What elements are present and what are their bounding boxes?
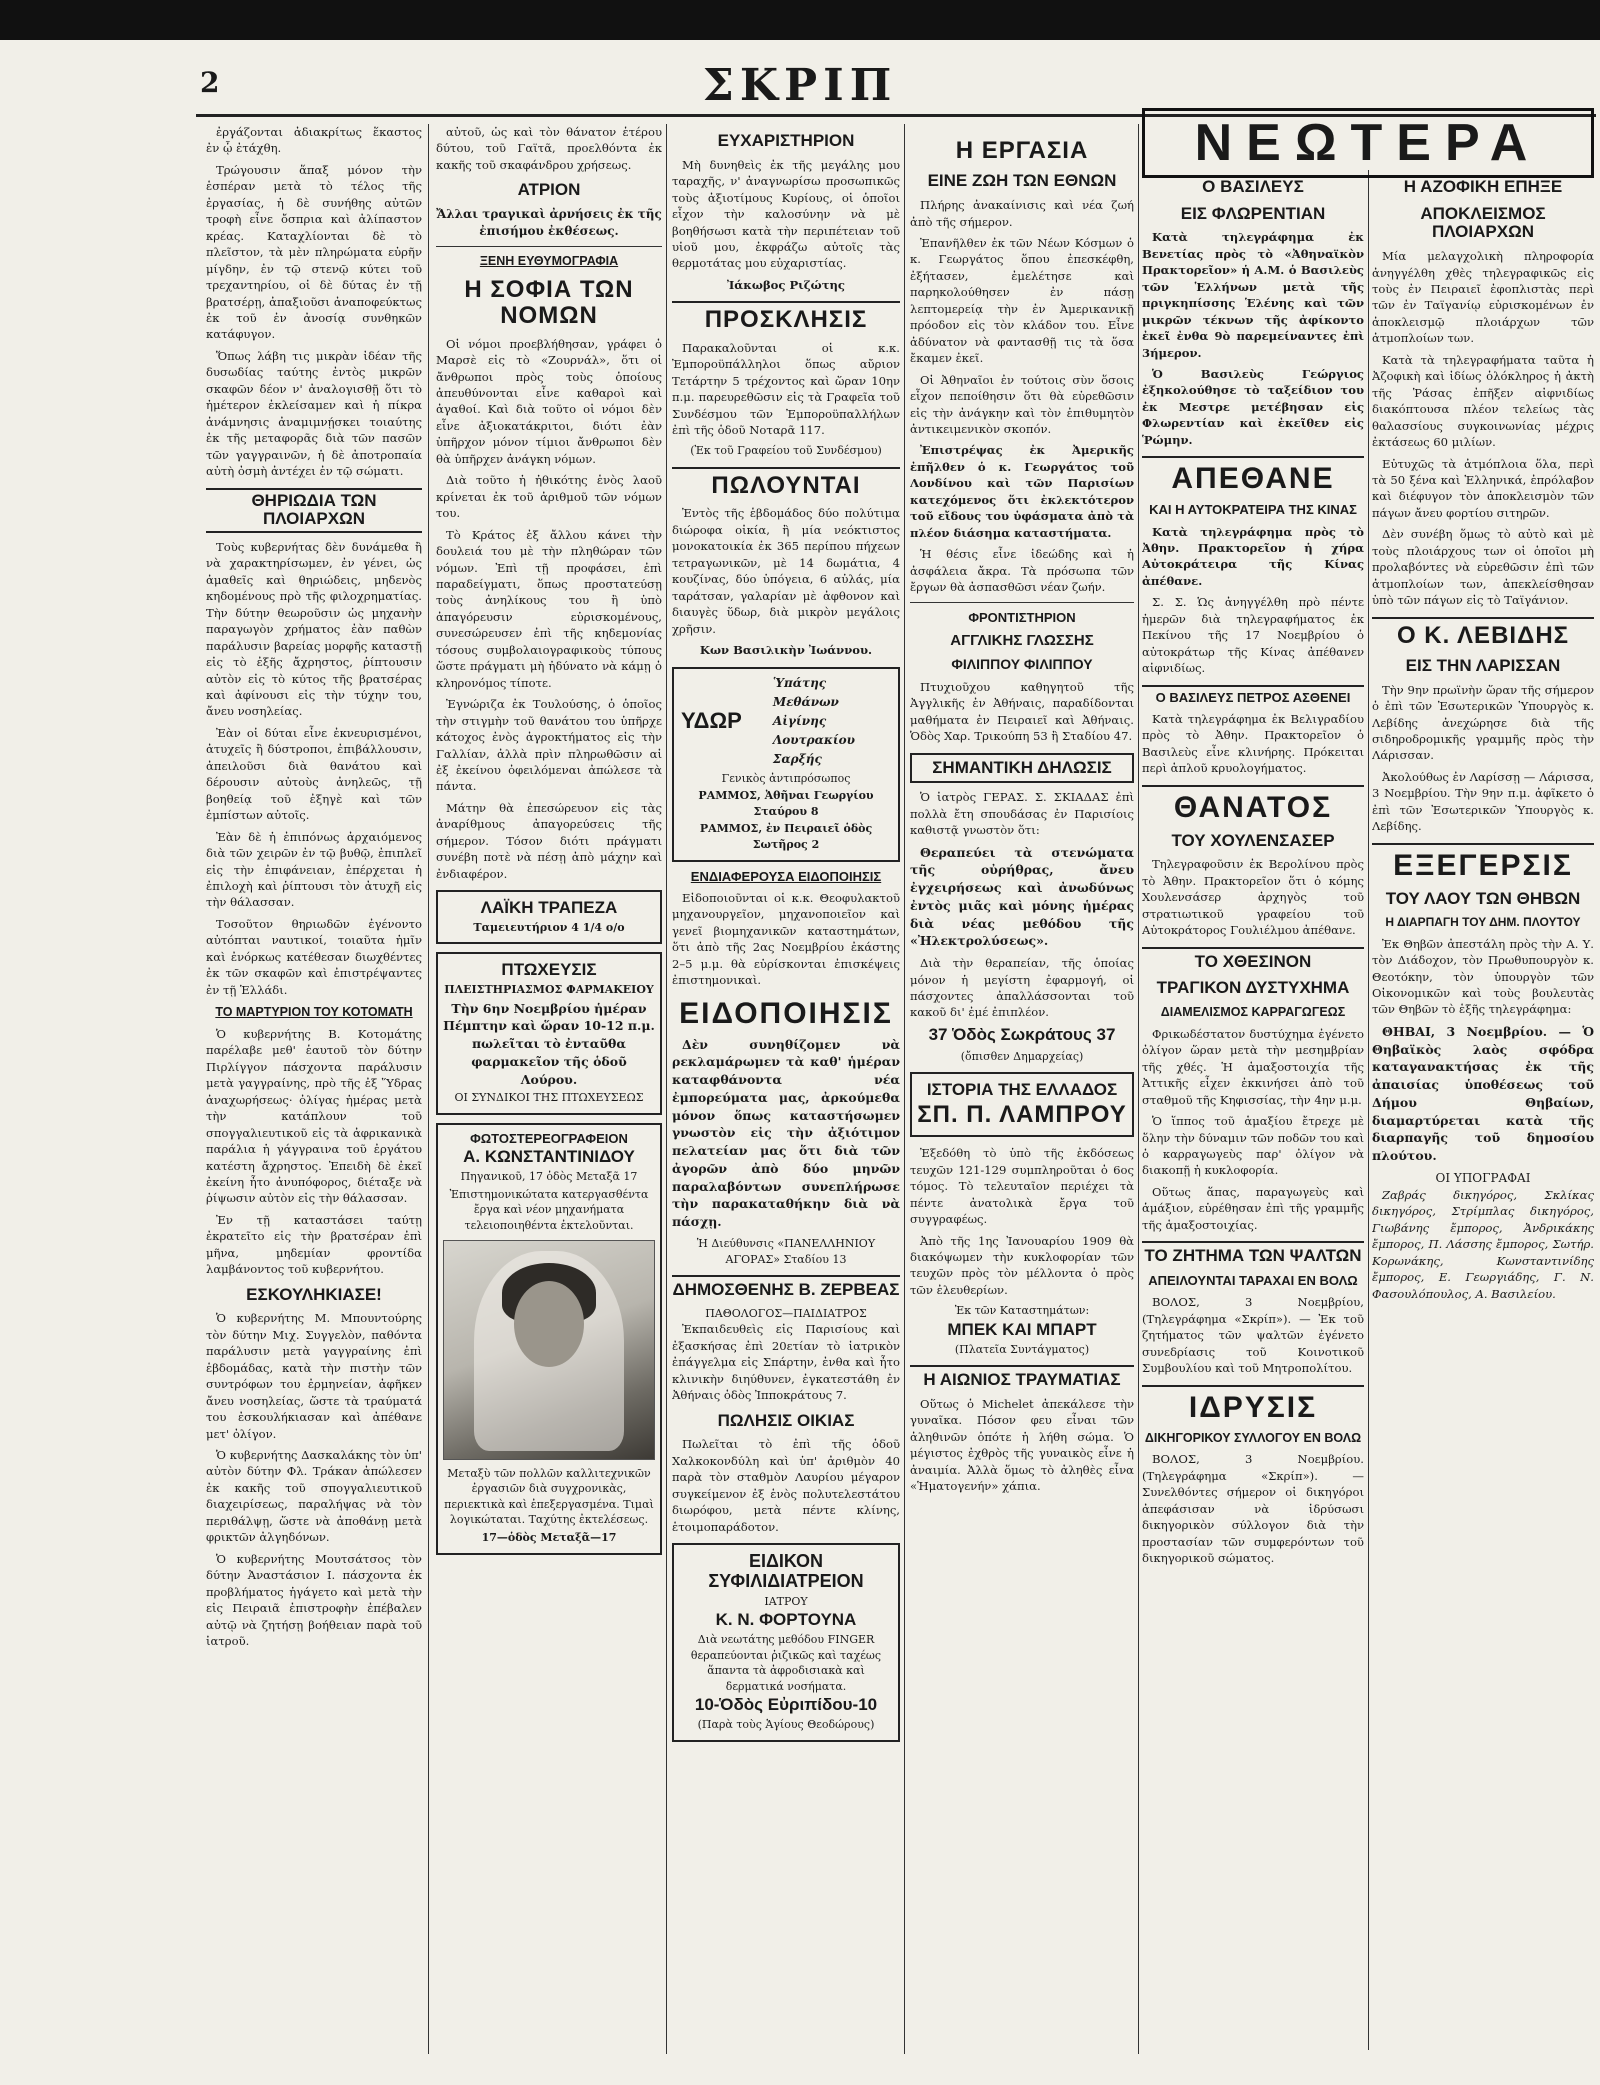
section-subheading: ΦΙΛΙΠΠΟΥ ΦΙΛΙΠΠΟΥ bbox=[951, 656, 1093, 673]
ad-bank bbox=[436, 890, 662, 944]
article-paragraph: Διὰ τοῦτο ἡ ἠθικότης ἑνὸς λαοῦ κρίνεται ἐκ τοῦ ἀριθμοῦ τῶν νόμων του. bbox=[436, 473, 662, 521]
news-banner-title: ΝΕΩΤΕΡΑ bbox=[1142, 108, 1594, 178]
article-paragraph: Μὴ δυνηθεὶς ἐκ τῆς μεγάλης μου ταραχῆς, ν' ἀναγνωρίσω προσωπικῶς τοὺς ἀξιοτίμους Κυρίους, οἱ ὁποῖοι εἶχον τὴν καλοσύνην νὰ μὲ βοηθήσωσι κατὰ τὴν περιπέτειαν τοῦ υἱοῦ μου, ἐκφράζω αὐτοῖς τὰς θερμοτάτας μου εὐχαριστίας. bbox=[672, 157, 900, 271]
article-paragraph: Ἐγνώριζα ἐκ Τουλούσης, ὁ ὁποῖος τὴν στιγμὴν τοῦ θανάτου του ὑπῆρχε κάτοχος ἐνὸς ἀγροκτήματος εἰς τὴν Γαλλίαν, ἀλλὰ πρὶν πληρωθῶσιν αἱ ἐξ ἐκείνου ὀφειλόμεναι ἀπώλεσε τὰ πάντα. bbox=[436, 697, 662, 794]
portrait-photo bbox=[443, 1240, 655, 1460]
signature: (Ἐκ τοῦ Γραφείου τοῦ Συνδέσμου) bbox=[690, 444, 882, 458]
section-heading: ΣΗΜΑΝΤΙΚΗ ΔΗΛΩΣΙΣ bbox=[910, 753, 1134, 784]
section-heading: ΙΣΤΟΡΙΑ ΤΗΣ ΕΛΛΑΔΟΣ bbox=[926, 1080, 1118, 1100]
section-heading: ΕΣΚΟΥΛΗΚΙΑΣΕ! bbox=[246, 1284, 382, 1304]
article-paragraph: Ἐὰν δὲ ἡ ἐπιπόνως ἀρχαιόμενος διὰ τῶν χειρῶν ἐν τῷ βυθῷ, ἐπιπλεῖ εἰς τὴν ἐπιφάνειαν, ἐπέρχεται ἡ ἐπιλοχὴ καὶ ῥίπτουσι τὸν ἀτυχῆ εἰς τὴν θάλασσαν. bbox=[206, 829, 422, 910]
section-heading: ΞΕΝΗ ΕΥΘΥΜΟΓΡΑΦΙΑ bbox=[479, 254, 619, 269]
article-paragraph: Οἱ νόμοι προεβλήθησαν, γράφει ὁ Μαρσὲ εἰς τὸ «Ζουρνάλ», ὅτι οἱ ἄνθρωποι πρὸς τοὺς ὁποίους ἀπευθύνονται εἶνε καθαροὶ καὶ ἀγαθοί. Καὶ διὰ τοῦτο οἱ νόμοι δὲν εἶνε ἀξιοκατάκριτοι, διότι ἐὰν ὑπῆρχον μόνον τίμιοι ἄνθρωποι δὲν θὰ ὑπῆρχεν ἀνάγκη νόμων. bbox=[436, 336, 662, 466]
section-heading: ΤΟ ΜΑΡΤΥΡΙΟΝ ΤΟΥ ΚΟΤΟΜΑΤΗ bbox=[215, 1005, 413, 1020]
ad-photo-studio bbox=[436, 1123, 662, 1554]
column-rule bbox=[428, 124, 429, 2054]
history-box bbox=[910, 1072, 1134, 1137]
ad-address: 37 Ὁδὸς Σωκράτους 37 bbox=[928, 1024, 1116, 1044]
article-subheadline: ΔΙΚΗΓΟΡΙΚΟΥ ΣΥΛΛΟΓΟΥ ΕΝ ΒΟΛΩ bbox=[1144, 1430, 1362, 1445]
ad-water bbox=[672, 667, 900, 862]
article-paragraph: Παρακαλοῦνται οἱ κ.κ. Ἐμποροϋπάλληλοι ὅπως αὔριον Τετάρτην 5 τρέχοντος καὶ ὥραν 10ην π.μ. παρευρεθῶσιν εἰς τὰ Γραφεῖα τοῦ Συνδέσμου τῶν Ἐμποροϋπαλλήλων ἐπὶ τῆς ὁδοῦ Νοταρᾶ 117. bbox=[672, 340, 900, 437]
column-rule bbox=[904, 124, 905, 2054]
water-row: Σαρξής bbox=[772, 751, 822, 766]
article-paragraph: Τοὺς κυβερνήτας δὲν δυνάμεθα ἢ νὰ χαρακτηρίσωμεν, ἐν γένει, ὡς ἀμαθεῖς καὶ θηριώδεις, μηδενὸς κηδομένους πρὸ τῆς φιλοχρηματίας. Τὴν δύτην θεωροῦσιν ὡς μηχανὴν παραγωγὸν χρήματος ἐὰν παθὼν παράλυσιν βαρείας μορφῆς καταστῇ εἰς τὸ ἐξῆς ἄχρηστος, ῥίπτουσιν αὐτὸν εἰς τὸ κύτος τῆς βρατσέρας καὶ ἀφίνουσι εἰς τὴν τύχην του, ἄνευ νοσηλείας. bbox=[206, 539, 422, 719]
ad-address-note: (ὄπισθεν Δημαρχείας) bbox=[960, 1049, 1084, 1063]
water-row: Ὑπάτης bbox=[772, 675, 827, 690]
article-paragraph: Ἐξεδόθη τὸ ὑπὸ τῆς ἐκδόσεως τευχῶν 121-129 συμπληροῦται ὁ 6ος τόμος. Τὸ τελευταῖον περιέχει τὰ πέντε ἀνατολικὰ ἔργα τοῦ συγγραφέως. bbox=[910, 1146, 1134, 1227]
ad-address: 10-Ὁδὸς Εὐριπίδου-10 bbox=[694, 1695, 878, 1715]
page-number: 2 bbox=[200, 66, 220, 99]
article-paragraph: Ὁ κυβερνήτης Δασκαλάκης τὸν ὑπ' αὐτὸν δύτην Φλ. Τράκαν ἀπώλεσεν ἐκ κακῆς τοῦ σπογγαλιευτικοῦ διαχειρίσεως, παραλήψας νὰ τὸν περιθάλψῃ, ὥστε νὰ ἀποθάνῃ μετὰ φρικτῶν ἀλγηδόνων. bbox=[206, 1447, 422, 1545]
article-headline: ΕΙΣ ΤΗΝ ΛΑΡΙΣΣΑΝ bbox=[1405, 655, 1561, 675]
section-heading: ΕΝΔΙΑΦΕΡΟΥΣΑ ΕΙΔΟΠΟΙΗΣΙΣ bbox=[690, 868, 882, 884]
water-row: Λουτρακίου bbox=[772, 732, 855, 747]
section-heading: Η ΑΙΩΝΙΟΣ ΤΡΑΥΜΑΤΙΑΣ bbox=[910, 1365, 1134, 1390]
column-rule bbox=[1138, 124, 1139, 2054]
ad-clinic bbox=[672, 1543, 900, 1742]
article-headline: ΕΙΣ ΦΛΩΡΕΝΤΙΑΝ bbox=[1180, 203, 1326, 223]
column-rule bbox=[1368, 170, 1369, 2050]
article-paragraph: Ὁ ἵππος τοῦ ἁμαξίου ἔτρεχε μὲ ὅλην τὴν δύναμιν τῶν ποδῶν του καὶ ὁ καρραγωγεὺς παρ' ὀλίγον νὰ διακοπῇ ἡ κυκλοφορία. bbox=[1142, 1114, 1364, 1178]
article-paragraph: Θεραπεύει τὰ στενώματα τῆς οὐρήθρας, ἄνευ ἐγχειρήσεως καὶ ἀνωδύνως ἐντὸς μιᾶς καὶ μόνης ἡμέρας διὰ νέας μεθόδου τῆς «Ἠλεκτρολύσεως». bbox=[910, 844, 1134, 949]
article-paragraph: Ἐντὸς τῆς ἑβδομάδος δύο πολύτιμα διώροφα οἰκία, ἢ μία νεόκτιστος μονοκατοικία ἐκ 365 περίπου πήχεων τετραγωνικῶν, μὲ 14 δωμάτια, 4 κουζίνας, δύο ὑπόγεια, 6 αὐλάς, μία ταράτσαν, γαλαρίαν μὲ ἀφθονον καὶ διαυγὲς ὕδωρ, διὰ μικρὸν μεγάλοις χρῆσιν. bbox=[672, 506, 900, 636]
article-paragraph: Κατὰ τηλεγράφημα ἐκ Βελιγραδίου πρὸς τὸ Ἀθην. Πρακτορεῖον ὁ Βασιλεὺς εἶνε κλινήρης. Πρόκειται περὶ ἁπλοῦ κρυολογήματος. bbox=[1142, 711, 1364, 776]
ad-address: Πηγανικοῦ, 17 ὁδὸς Μεταξᾶ 17 bbox=[460, 1170, 638, 1184]
article-paragraph: Κατὰ τηλεγράφημα πρὸς τὸ Ἀθην. Πρακτορεῖον ἡ χήρα Αὐτοκράτειρα τῆς Κίνας ἀπέθανε. bbox=[1142, 524, 1364, 588]
ad-text: Τὴν 6ην Νοεμβρίου ἡμέραν Πέμπτην καὶ ὥραν 10-12 π.μ. πωλεῖται τὸ ἐνταῦθα φαρμακεῖον τῆς ὁδοῦ Λούρου. bbox=[443, 1000, 655, 1087]
column-1 bbox=[206, 124, 422, 2054]
article-paragraph: ΒΟΛΟΣ, 3 Νοεμβρίου, (Τηλεγράφημα «Σκρίπ»). — Ἐκ τοῦ ζητήματος τῶν ψαλτῶν ἐγένετο συνεδρίασις τοῦ Κοινοτικοῦ Συμβουλίου καὶ τοῦ Μητροπολίτου. bbox=[1142, 1295, 1364, 1376]
article-subheadline: ΑΠΕΙΛΟΥΝΤΑΙ ΤΑΡΑΧΑΙ ΕΝ ΒΟΛΩ bbox=[1148, 1272, 1358, 1288]
article-paragraph: Φρικωδέστατον δυστύχημα ἐγένετο ὀλίγον ὥραν μετὰ τὴν μεσημβρίαν τῆς χθές. Ἡ ἁμαξοστοιχία τῆς Ἀττικῆς εἶχεν ἐκκινήσει ἀπὸ τοῦ σταθμοῦ τῆς Κηφισσίας, τὴν 4ην μ.μ. bbox=[1142, 1026, 1364, 1107]
ad-address: 17—ὁδὸς Μεταξᾶ—17 bbox=[481, 1530, 617, 1544]
article-paragraph: Δὲν συνηθίζομεν νὰ ρεκλαμάρωμεν τὰ καθ' ἡμέραν καταφθάνοντα νέα ἐμπορεύματα μας, ἀρκούμεθα μόνον ὅπως καταστήσωμεν γνωστὸν εἰς τὴν ἀξιότιμον πελατείαν μας ὅτι διὰ τῶν ἀγορῶν ἀπὸ δύο μηνῶν παραλαβόντων συνεπλήρωσε τὴν παρακαταθήκην διὰ νὰ πάσχῃ. bbox=[672, 1036, 900, 1230]
article-paragraph: Μάτην θὰ ἐπεσώρευον εἰς τὰς ἀναρίθμους ἀπαγορεύσεις τῆς σήμερον. Τόσον διότι πράγματι συνέβη ποτὲ νὰ πέσῃ ἀπὸ μάχην καὶ ἐνδιαφέρον. bbox=[436, 800, 662, 881]
article-paragraph: Ὅπως λάβη τις μικρὰν ἰδέαν τῆς δυσωδίας ταύτης ἐντὸς μικρῶν σκαφῶν δέον ν' ἀναλογισθῇ ὅτι τὸ ἡμέτερον ἐκλείσαμεν καὶ ἡ πίκρα ἀνάμνησις ἀναμιμνῄσκει τοιαύτης ἐκ τῆς μεταφορᾶς διὰ τῶν πασῶν τῶν γαγγραινῶν, ἡ δὲ ἀποτροπαία αὐτὴ ὀσμὴ ἀντέχει ἐν τῷ σώματι. bbox=[206, 348, 422, 479]
article-paragraph: Ἐκπαιδευθεὶς εἰς Παρισίους καὶ ἐξασκήσας ἐπὶ 20ετίαν τὸ ἰατρικὸν ἐπάγγελμα εἰς Σπάρτην, ἐνθα καὶ ἦτο κλινικὴν διηύθυνεν, ἐγκατεστάθη ἐν Ἀθήναις ὁδὸς Ἰπποκράτους 7. bbox=[672, 1322, 900, 1403]
section-subheading: ΑΓΓΛΙΚΗΣ ΓΛΩΣΣΗΣ bbox=[950, 631, 1094, 649]
article-headline: ΕΞΕΓΕΡΣΙΣ bbox=[1372, 843, 1594, 882]
article-paragraph: ΒΟΛΟΣ, 3 Νοεμβρίου. (Τηλεγράφημα «Σκρίπ»). — Συνελθόντες σήμερον οἱ δικηγόροι ἀπεφάσισαν νὰ ἱδρύσωσι δικηγορικὸν σύλλογον διὰ τὴν προστασίαν τῶν συμφερόντων τοῦ δικηγορικοῦ σώματος. bbox=[1142, 1452, 1364, 1565]
ad-name: ΜΠΕΚ ΚΑΙ ΜΠΑΡΤ bbox=[947, 1319, 1097, 1339]
article-headline: ΤΡΑΓΙΚΟΝ ΔΥΣΤΥΧΗΜΑ bbox=[1156, 978, 1350, 998]
article-paragraph: ΘΗΒΑΙ, 3 Νοεμβρίου. — Ὁ Θηβαϊκὸς λαὸς σφόδρα καταγανακτήσας ἐκ τῆς ἀπαισίας ὑποθέσεως τοῦ Δήμου Θηβαίων, διαμαρτύρεται κατὰ τῆς διαρπαγῆς τοῦ δημοσίου πλούτου. bbox=[1372, 1023, 1594, 1164]
article-paragraph: Δὲν συνέβη ὅμως τὸ αὐτὸ καὶ μὲ τοὺς πλοιάρχους των οἱ ὁποῖοι μὴ προλαβόντες νὰ εὑρεθῶσιν ἐπὶ τῶν ἀτμοπλοίων των, ἀπεκλείσθησαν ὑπὸ τῶν πάγων εἰς τὸ Ταϊγάνιον. bbox=[1372, 527, 1594, 608]
article-headline: ΙΔΡΥΣΙΣ bbox=[1142, 1385, 1364, 1424]
article-paragraph: Ἀκολούθως ἐν Λαρίσσῃ — Λάρισσα, 3 Νοεμβρίου. Τὴν 9ην π.μ. ἀφῖκετο ὁ ἐπὶ τῶν Ἐσωτερικῶν Ὑπουργὸς κ. Λεβίδης. bbox=[1372, 769, 1594, 834]
article-paragraph: Ὁ κυβερνήτης Μουτσάτσος τὸν δύτην Ἀναστάσιον Ι. πάσχοντα ἐκ προβλήματος ἠγάγετο καὶ μετὰ τὴν εἰς Πειραιᾶ ἐπιστροφὴν ἐπέβαλεν αὐτῷ νὰ ζητήσῃ βοήθειαν παρὰ τοῦ ἰατροῦ. bbox=[206, 1551, 422, 1648]
article-headline: Η ΣΟΦΙΑ ΤΩΝ ΝΟΜΩΝ bbox=[464, 275, 634, 330]
article-headline: ΑΠΟΚΛΕΙΣΜΟΣ ΠΛΟΙΑΡΧΩΝ bbox=[1420, 203, 1546, 242]
article-paragraph: Τηλεγραφοῦσιν ἐκ Βερολίνου πρὸς τὸ Ἀθην. Πρακτορεῖον ὅτι ὁ κόμης Χουλενσάσερ ἀρχηγὸς τοῦ στρατιωτικοῦ γραφείου τοῦ Αὐτοκράτορος Γουλιέλμου ἀπέθανε. bbox=[1142, 857, 1364, 938]
ad-signature: ΟΙ ΣΥΝΔΙΚΟΙ ΤΗΣ ΠΤΩΧΕΥΣΕΩΣ bbox=[454, 1091, 644, 1105]
article-headline: ΤΟ ΧΘΕΣΙΝΟΝ bbox=[1142, 947, 1364, 972]
article-headline: Η ΑΖΟΦΙΚΗ ΕΠΗΞΕ bbox=[1403, 177, 1563, 196]
article-paragraph: Τοσοῦτον θηριωδῶν ἐγένοντο αὐτόπται ναυτικοί, τοιαῦτα ἡμῖν καὶ ἐνόρκως κατέθεσαν διωχθέντες ἐκ τῶν σκαφῶν καὶ ἐπιστρέψαντες ἐν τῇ Ἑλλάδι. bbox=[206, 916, 422, 997]
article-paragraph: Ἐὰν οἱ δύται εἶνε ἐκνευρισμένοι, ἀτυχεῖς ἢ δύστροποι, ἐπιβάλλουσιν, ἀπειλοῦσι διὰ θανάτου καὶ δέρουσιν αὐτοὺς ἀνηλεῶς, τῇ βοηθείᾳ τοῦ ἐξηγὲ καὶ τῶν ἐμπίστων αὐτοῖς. bbox=[206, 725, 422, 823]
article-paragraph: Πωλεῖται τὸ ἐπὶ τῆς ὁδοῦ Χαλκοκονδύλη καὶ ὑπ' ἀριθμὸν 40 παρὰ τὸν σταθμὸν Λαυρίου μέγαρον συγκείμενον ἐξ ἑνὸς πολυτελεστάτου διωρόφου, μετὰ πέντε κλίνης, ἑτοιμοπαράδοτον. bbox=[672, 1437, 900, 1534]
article-subheadline: Η ΔΙΑΡΠΑΓΗ ΤΟΥ ΔΗΜ. ΠΛΟΥΤΟΥ bbox=[1385, 915, 1581, 930]
article-paragraph: Μία μελαγχολικὴ πληροφορία ἀνηγγέλθη χθὲς τηλεγραφικῶς εἰς τοὺς ἐν Πειραιεῖ ἐφοπλιστὰς περὶ τῶν ἐν Ταϊγανίῳ εὑρισκομένων ἐν ἀποκλεισμῷ πλοιάρχων τῶν ἀτμοπλοίων των. bbox=[1372, 249, 1594, 346]
ad-text: Ταμειευτήριον 4 1/4 ο/ο bbox=[473, 920, 625, 934]
article-paragraph: Εὐτυχῶς τὰ ἀτμόπλοια ὅλα, περὶ τὰ 50 ξένα καὶ Ἑλληνικά, ἐπρόλαβον καὶ διέφυγον τὸν ἀποκλεισμὸν τῶν πάγων ἄνευ φορτίου σιτηρῶν. bbox=[1372, 456, 1594, 520]
article-headline: ΤΟΥ ΛΑΟΥ ΤΩΝ ΘΗΒΩΝ bbox=[1385, 888, 1581, 908]
ad-address: ΡΑΜΜΟΣ, Ἀθῆναι Γεωργίου Σταύρου 8 bbox=[698, 789, 874, 818]
article-paragraph: Τρώγουσιν ἅπαξ μόνον τὴν ἑσπέραν μετὰ τὸ τέλος τῆς ἐργασίας, ἡ δὲ συνήθης αὐτῶν τροφὴ εἶνε ὄσπρια καὶ ἀλίπαστον κρέας. Καταχλίονται δὲ τὸ πλεῖστον, τὰ μὲν πληρώματα εὐρῆν μίγδην, ἐν τῷ στενῷ κύτει τοῦ τρεχαντηρίου, οἱ δὲ δύτας ἐν τῇ βρατσέρῃ, ἀπαξιοῦσι ἀναποφεύκτως ἐκ τοῦ ἐν ἀνοσίᾳ συνθηκῶν κατάφυγον. bbox=[206, 162, 422, 342]
ad-text: Ἐκ τῶν Καταστημάτων: bbox=[954, 1304, 1090, 1318]
article-paragraph: Ἀπὸ τῆς 1ης Ἰανουαρίου 1909 θὰ διακόψωμεν τὴν κυκλοφορίαν τῶν τευχῶν πρὸς τὸν μέλλοντα ὁ πρὸς τῶν ἐλευθερίων. bbox=[910, 1233, 1134, 1297]
article-headline: Ο ΒΑΣΙΛΕΥΣ bbox=[1202, 177, 1304, 196]
ad-address: (Πλατεῖα Συντάγματος) bbox=[954, 1342, 1090, 1356]
section-heading: ΕΙΔΟΠΟΙΗΣΙΣ bbox=[679, 996, 893, 1030]
section-heading: ΕΥΧΑΡΙΣΤΗΡΙΟΝ bbox=[717, 131, 855, 150]
water-row: Αἰγίνης bbox=[772, 713, 827, 728]
article-headline: Ο ΒΑΣΙΛΕΥΣ ΠΕΤΡΟΣ ΑΣΘΕΝΕΙ bbox=[1142, 685, 1364, 705]
article-paragraph: Σ. Σ. Ὡς ἀνηγγέλθη πρὸ πέντε ἡμερῶν διὰ τηλεγραφήματος ἐκ Πεκίνου τῆς 17 Νοεμβρίου ὁ αὐτοκράτωρ τῆς Κίνας ἀπέθανεν αἰφνιδίως. bbox=[1142, 595, 1364, 676]
section-heading: ΣΠ. Π. ΛΑΜΠΡΟΥ bbox=[917, 1100, 1127, 1128]
ad-bankruptcy bbox=[436, 952, 662, 1115]
water-table bbox=[679, 674, 893, 769]
section-heading: ΔΗΜΟΣΘΕΝΗΣ Β. ΖΕΡΒΕΑΣ bbox=[672, 1275, 900, 1300]
article-paragraph: Οἱ Ἀθηναῖοι ἐν τούτοις σὺν ὅσοις εἶχον πεποίθησιν ὅτι θὰ εὑρεθῶσιν εἰς τὴν ἀνάγκην καὶ τὸν ἐπιθυμητὸν ἀντικειμενικὸν σκοπόν. bbox=[910, 372, 1134, 436]
article-paragraph: ἐργάζονται ἀδιακρίτως ἕκαστος ἐν ᾧ ἐτάχθη. bbox=[206, 125, 422, 156]
article-paragraph: Ὁ κυβερνήτης Μ. Μπουντούρης τὸν δύτην Μιχ. Συγγελὸν, παθόντα παράλυσιν μετὰ γαγγραίνης ἐπὶ ἑβδομάδας, κατὰ τὴν πιστὴν τῶν συντρόφων του ἐρμηνείαν, ἀφῆκεν ἄνευ νοσηλείας, ὥστε τὰ τραύματά του ἐσκουλήκιασαν καὶ ἀπέθανε μετ' ὀλίγον. bbox=[206, 1311, 422, 1441]
article-paragraph: Τὴν 9ην πρωϊνὴν ὥραν τῆς σήμερον ὁ ἐπὶ τῶν Ἐσωτερικῶν Ὑπουργὸς κ. Λεβίδης ἀνεχώρησε διὰ τῆς σιδηροδρομικῆς γραμμῆς πρὸς τὴν Λάρισσαν. bbox=[1372, 682, 1594, 763]
article-paragraph: Πτυχιοῦχου καθηγητοῦ τῆς Ἀγγλικῆς ἐν Ἀθήναις, παραδίδονται μαθήματα ἐν Πειραιεῖ καὶ Ἀθήναις. Ὁδὸς Χαρ. Τρικούπη 53 ἢ Σταδίου 47. bbox=[910, 679, 1134, 744]
ad-text: Γενικὸς ἀντιπρόσωπος bbox=[721, 771, 851, 785]
article-paragraph: Ἐπανῆλθεν ἐκ τῶν Νέων Κόσμων ὁ κ. Γεωργάτος ὅπου ἐπεσκέφθη, ἐξήτασεν, ἐμελέτησε καὶ παρηκολούθησεν ἐν πάσῃ λεπτομερείᾳ τὴν ἐν Ἀμερικανικῇ πρόοδον εἰς τὸν κλάδον του. Εἶνε ἀδύνατον νὰ φαντασθῇ τις τὰ ὅσα ἔκαμεν ἐκεῖ. bbox=[910, 235, 1134, 366]
ad-title: ΠΤΩΧΕΥΣΙΣ bbox=[501, 960, 597, 980]
article-paragraph: αὐτοῦ, ὡς καὶ τὸν θάνατον ἑτέρου δύτου, τοῦ Γαϊτᾶ, προελθόντα ἐκ κακῆς τοῦ σκαφάνδρου χρήσεως. bbox=[436, 125, 662, 172]
ad-text: Διὰ νεωτάτης μεθόδου FINGER θεραπεύονται ῥιζικῶς καὶ ταχέως ἅπαντα τὰ ἀφροδισιακὰ καὶ δερματικά νοσήματα. bbox=[690, 1633, 882, 1693]
article-headline: ΘΑΝΑΤΟΣ bbox=[1142, 785, 1364, 824]
ad-title: ΕΙΔΙΚΟΝ ΣΥΦΙΛΙΔΙΑΤΡΕΙΟΝ bbox=[708, 1551, 864, 1591]
column-2 bbox=[436, 124, 662, 2054]
article-paragraph: Ἐν τῇ καταστάσει ταύτῃ ἐκρατεῖτο εἰς τὴν βρατσέραν ἐπὶ μῆνα, μηδεμίαν φροντίδα λαμβάνοντος τοῦ κυβερνήτου. bbox=[206, 1212, 422, 1277]
section-heading: ΘΗΡΙΩΔΙΑ ΤΩΝ ΠΛΟΙΑΡΧΩΝ bbox=[206, 488, 422, 533]
ad-subtitle: ΙΑΤΡΟΥ bbox=[764, 1594, 808, 1608]
ad-name: Κ. Ν. ΦΟΡΤΟΥΝΑ bbox=[715, 1610, 857, 1630]
water-row: Μεθάνων bbox=[772, 694, 839, 709]
water-title: ΥΔΩΡ bbox=[681, 708, 742, 734]
ad-title: ΦΩΤΟΣΤΕΡΕΟΓΡΑΦΕΙΟΝ bbox=[470, 1131, 628, 1147]
section-heading: ΦΡΟΝΤΙΣΤΗΡΙΟΝ bbox=[968, 609, 1076, 625]
ad-subtitle: ΠΛΕΙΣΤΗΡΙΑΣΜΟΣ ΦΑΡΜΑΚΕΙΟΥ bbox=[444, 983, 654, 997]
article-paragraph: Ὁ Βασιλεὺς Γεώργιος ἐξηκολούθησε τὸ ταξείδιον του ἐκ Μεστρε μετέβησαν εἰς Φλωρεντίαν καὶ ἐκεῖθεν εἰς Ῥώμην. bbox=[1142, 367, 1364, 447]
article-headline: ΕΙΝΕ ΖΩΗ ΤΩΝ ΕΘΝΩΝ bbox=[927, 171, 1117, 191]
column-5 bbox=[1142, 170, 1364, 2050]
top-scan-strip bbox=[0, 0, 1600, 40]
column-4 bbox=[910, 124, 1134, 2054]
masthead-title: ΣΚΡΙΠ bbox=[702, 60, 898, 111]
article-paragraph: Ὁ ἰατρὸς ΓΕΡΑΣ. Σ. ΣΚΙΑΔΑΣ ἐπὶ πολλὰ ἔτη σπουδάσας ἐν Παρισίοις καθιστᾷ γνωστὸν ὅτι: bbox=[910, 790, 1134, 838]
article-paragraph: Οὕτως ὁ Michelet ἀπεκάλεσε τὴν γυναῖκα. Πόσον φευ εἶναι τῶν ἀληθινῶν ὁπότε ἡ λήθη σώμα. Ὁ μέγιστος ἐχθρὸς τῆς γυναικὸς εἶνε ἡ ἀναιμία. Ἀλλὰ ὅμως τὸ ἀληθὲς εἶνα «Ἡματογενήν» χάπια. bbox=[910, 1396, 1134, 1494]
section-heading: ΑΤΡΙΟΝ bbox=[517, 180, 581, 200]
article-subheadline: ΔΙΑΜΕΛΙΣΜΟΣ ΚΑΡΡΑΓΩΓΕΩΣ bbox=[1160, 1005, 1346, 1020]
signature: Κων Βασιλικὴν Ἰωάννου. bbox=[699, 643, 873, 658]
column-3 bbox=[672, 124, 900, 2054]
ad-text: Ἐπιστημονικώτατα κατεργασθέντα ἔργα καὶ νέον μηχανήματα τελειοποιηθέντα ἐκτελοῦνται. bbox=[449, 1187, 649, 1232]
article-paragraph: Πλήρης ἀνακαίνισις καὶ νέα ζωή ἀπὸ τῆς σήμερον. bbox=[910, 198, 1134, 229]
ad-title: ΛΑΪΚΗ ΤΡΑΠΕΖΑ bbox=[480, 898, 618, 918]
article-paragraph: Εἰδοποιοῦνται οἱ κ.κ. Θεοφυλακτοῦ μηχανουργεῖον, μηχανοποιεῖον καὶ γενεῖ βιομηχανικῶν καταστημάτων, ὅτι ἀπὸ τῆς 2ας Νοεμβρίου ἐκάστης 2–5 μ.μ. θὰ εὑρίσκονται ἐπισκέψεις ἐπιστημονικαὶ. bbox=[672, 891, 900, 988]
signature: Ἡ Διεύθυνσις «ΠΑΝΕΛΛΗΝΙΟΥ ΑΓΟΡΑΣ» Σταδίου 13 bbox=[696, 1236, 876, 1266]
section-subheading: ΠΑΘΟΛΟΓΟΣ—ΠΑΙΔΙΑΤΡΟΣ bbox=[705, 1306, 867, 1320]
divider bbox=[436, 246, 662, 247]
article-headline: ΤΟ ΖΗΤΗΜΑ ΤΩΝ ΨΑΛΤΩΝ bbox=[1142, 1241, 1364, 1266]
article-paragraph: Οὕτως ἅπας, παραγωγεὺς καὶ ἁμάξιον, εὑρέθησαν ἐπὶ τῆς γραμμῆς τῆς ἁμαξοστοιχίας. bbox=[1142, 1184, 1364, 1232]
article-headline: ΑΠΕΘΑΝΕ bbox=[1142, 456, 1364, 495]
article-subheadline: ΚΑΙ Η ΑΥΤΟΚΡΑΤΕΙΡΑ ΤΗΣ ΚΙΝΑΣ bbox=[1149, 502, 1357, 518]
article-paragraph: Ἡ θέσις εἶνε ἰδεώδης καὶ ἡ ἀσφάλεια ἄκρα. Τὰ πρόσωπα τῶν ἔργων θὰ ἀσπασθῶσι νέαν ζωήν. bbox=[910, 547, 1134, 595]
article-paragraph: Ἐπιστρέψας ἐκ Ἀμερικῆς ἐπῆλθεν ὁ κ. Γεωργάτος τοῦ Λονδίνου καὶ τῶν Παρισίων κατεχόμενος ὅτι ἐκλεκτότερον τοῦ εἴδους του ὑφάσματα ἀπὸ τὰ πλέον διάσημα καταστήματα. bbox=[910, 443, 1134, 540]
ad-text: Μεταξὺ τῶν πολλῶν καλλιτεχνικῶν ἐργασιῶν διὰ συγχρονικὰς, περιεκτικὰ καὶ ἐπεξεργασμένα. Τιμαὶ λογικώταται. Ταχύτης ἐκτελέσεως. bbox=[444, 1466, 654, 1527]
ad-name: Α. ΚΩΝΣΤΑΝΤΙΝΙΔΟΥ bbox=[463, 1147, 635, 1167]
article-headline: Ο Κ. ΛΕΒΙΔΗΣ bbox=[1372, 617, 1594, 649]
signature: Ἰάκωβος Ριζώτης bbox=[727, 277, 845, 292]
ad-address: ΡΑΜΜΟΣ, ἐν Πειραιεῖ ὁδὸς Σωτῆρος 2 bbox=[699, 822, 873, 852]
article-paragraph: Ὁ κυβερνήτης Β. Κοτομάτης παρέλαβε μεθ' ἑαυτοῦ τὸν δύτην Πιρλίγγον πάσχοντα παράλυσιν μετὰ γαγγραίνης, πρὸ τῆς ἐξ Ὕδρας ἀναχωρήσεως· ὀλίγας ἡμέρας μετὰ τὴν κατάπλουν τοῦ σπογγαλιευτικοῦ εἰς τὰ ἀφρικανικὰ παράλια ἡ γάγγραινα τοῦ ἐργάτου κατέστη ἄχρηστος. Ἐπειδὴ δὲ ἐκεῖ ἐκείνη ἦτο ἀνυπόφορος, διέταξε νὰ ῥίψωσιν αὐτὸν εἰς τὴν θάλασσαν. bbox=[206, 1026, 422, 1206]
column-6 bbox=[1372, 170, 1594, 2050]
article-paragraph: Κατὰ τὰ τηλεγραφήματα ταῦτα ἡ Ἀζοφικὴ καὶ ἰδίως ὁλόκληρος ἡ ἀκτὴ τῆς Ῥάσας ἐπῆξεν αἰφνιδίως διακόπτουσα πλέον τελείως τὰς θαλασσίους συγκοινωνίας μέχρις ἐκτάσεως 60 μιλίων. bbox=[1372, 352, 1594, 450]
article-subheadline: ΤΟΥ ΧΟΥΛΕΝΣΑΣΕΡ bbox=[1171, 830, 1335, 850]
article-paragraph: Ἐκ Θηβῶν ἀπεστάλη πρὸς τὴν Α. Υ. τὸν Διάδοχον, τὸν Πρωθυπουργὸν κ. Θεοτόκην, τὸν ὑπουργὸν τῶν Οἰκονομικῶν καὶ τοὺς βουλευτὰς τῶν Θηβῶν τὸ ἑξῆς τηλεγράφημα: bbox=[1372, 936, 1594, 1017]
signatures-heading: ΟΙ ΥΠΟΓΡΑΦΑΙ bbox=[1435, 1170, 1531, 1185]
column-rule bbox=[666, 124, 667, 2054]
ad-address-note: (Παρὰ τοὺς Ἁγίους Θεοδώρους) bbox=[697, 1718, 875, 1732]
divider bbox=[910, 602, 1134, 603]
article-paragraph: Κατὰ τηλεγράφημα ἐκ Βενετίας πρὸς τὸ «Ἀθηναϊκὸν Πρακτορεῖον» ἡ Α.Μ. ὁ Βασιλεὺς τῶν Ἑλλήνων μετὰ τῆς πριγκηπίσσης Ἑλένης καὶ τῶν μικρῶν τέκνων τῆς ἀφίκοντο ἐκεῖ ἐνθα 9ὸ παρεμείναντες ἐπὶ 3ήμερον. bbox=[1142, 230, 1364, 360]
section-subheading: Ἄλλαι τραγικαὶ ἀρνήσεις ἐκ τῆς ἐπισήμου ἐκθέσεως. bbox=[436, 207, 662, 239]
section-heading: ΠΡΟΣΚΛΗΣΙΣ bbox=[672, 301, 900, 333]
article-paragraph: Τὸ Κράτος ἐξ ἄλλου κάνει τὴν δουλειά του μὲ τὴν πληθώραν τῶν νόμων. Ἐπὶ τῇ προφάσει, ἐπὶ παραδείγματι, ὅπως προστατεύσῃ τοὺς ἀνηλίκους του ἢ ὑπὸ ἀπαγόρευσιν εὑρισκομένους, συνεσώρευσεν ἐπὶ τῆς κηδεμονίας τόσους συμβολαιογραφικοὺς τύπους ὥστε πράγματι μὴ ἠδύνατο νὰ κάμῃ ὁ κληρονόμος τίποτε. bbox=[436, 527, 662, 690]
section-heading: ΠΩΛΗΣΙΣ ΟΙΚΙΑΣ bbox=[717, 1410, 855, 1430]
article-headline: Η ΕΡΓΑΣΙΑ bbox=[955, 137, 1089, 164]
section-heading: ΠΩΛΟΥΝΤΑΙ bbox=[672, 467, 900, 499]
article-paragraph: Διὰ τὴν θεραπείαν, τῆς ὁποίας μόνον ἡ μεγίστη ἐφαρμογή, οἱ πάσχοντες ἀπαλλάσσονται τοῦ κακοῦ δι' ἐμέ ἐπιπλέον. bbox=[910, 956, 1134, 1020]
article-paragraph: Ζαβράς δικηγόρος, Σκλίκας δικηγόρος, Στρίμπλας δικηγόρος, Γιωβάνης ἔμπορος, Ἀνδρικάκης ἔμπορος, Π. Λάσσης ἔμπορος, Σωτήρ. Κορωνάκης, Κωνσταντινίδης ἔμπορος, Ε. Γεωργιάδης, Γ. Ν. Φασουλόπουλος, Α. Βασιλείου. bbox=[1372, 1187, 1594, 1301]
